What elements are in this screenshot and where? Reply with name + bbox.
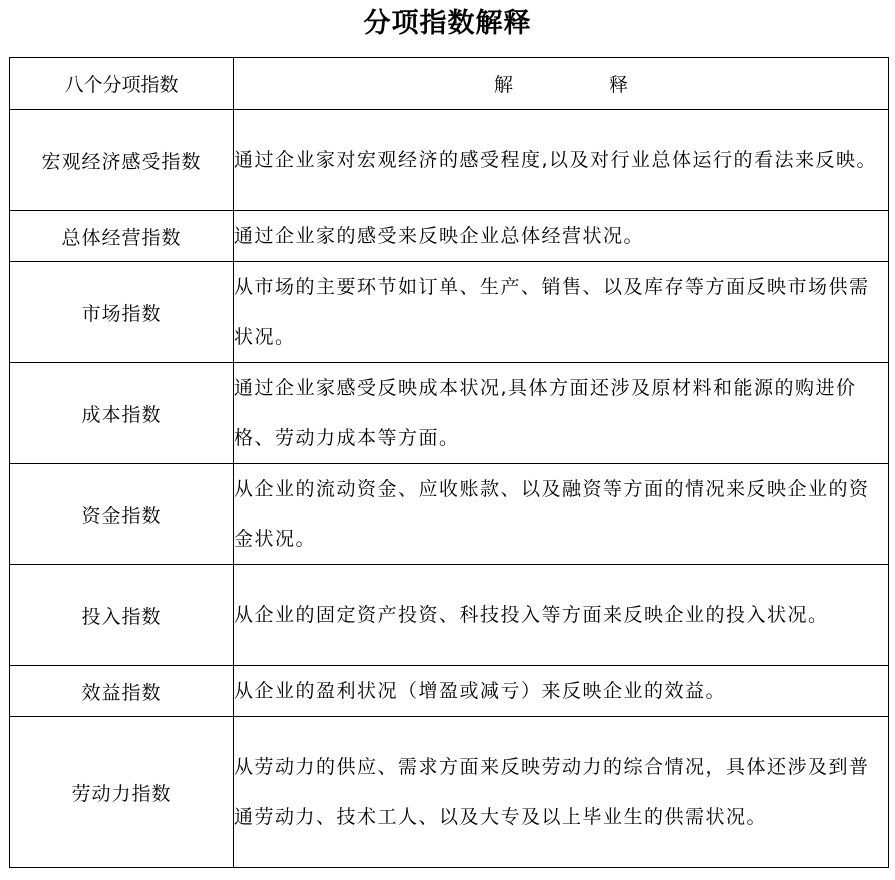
table-row bbox=[10, 717, 889, 868]
table-row bbox=[10, 363, 889, 464]
index-explanation: 从企业的流动资金、应收账款、以及融资等方面的情况来反映企业的资金状况。 bbox=[234, 464, 889, 565]
table-header-row bbox=[10, 58, 889, 110]
index-name: 宏观经济感受指数 bbox=[10, 110, 234, 211]
header-explanation bbox=[234, 58, 889, 110]
index-name: 效益指数 bbox=[10, 666, 234, 717]
index-explanation: 从市场的主要环节如订单、生产、销售、以及库存等方面反映市场供需状况。 bbox=[234, 262, 889, 363]
index-name: 市场指数 bbox=[10, 262, 234, 363]
table-row bbox=[10, 565, 889, 666]
index-explanation: 从企业的固定资产投资、科技投入等方面来反映企业的投入状况。 bbox=[234, 565, 889, 666]
index-name: 投入指数 bbox=[10, 565, 234, 666]
table-row bbox=[10, 211, 889, 262]
table-row bbox=[10, 110, 889, 211]
header-explanation-left: 解 bbox=[493, 74, 513, 96]
index-name: 劳动力指数 bbox=[10, 717, 234, 868]
index-explanation: 通过企业家的感受来反映企业总体经营状况。 bbox=[234, 211, 889, 262]
index-explanation: 通过企业家感受反映成本状况,具体方面还涉及原材料和能源的购进价格、劳动力成本等方面。 bbox=[234, 363, 889, 464]
index-explanation: 通过企业家对宏观经济的感受程度,以及对行业总体运行的看法来反映。 bbox=[234, 110, 889, 211]
page-title: 分项指数解释 bbox=[363, 8, 532, 39]
index-name: 成本指数 bbox=[10, 363, 234, 464]
header-explanation-right: 释 bbox=[609, 74, 629, 96]
table-row bbox=[10, 666, 889, 717]
header-index-name: 八个分项指数 bbox=[10, 58, 234, 110]
index-name: 总体经营指数 bbox=[10, 211, 234, 262]
table-row bbox=[10, 464, 889, 565]
sub-index-table bbox=[9, 57, 889, 868]
index-name: 资金指数 bbox=[10, 464, 234, 565]
index-explanation: 从劳动力的供应、需求方面来反映劳动力的综合情况，具体还涉及到普通劳动力、技术工人、以及大专及以上毕业生的供需状况。 bbox=[234, 717, 889, 868]
index-explanation: 从企业的盈利状况（增盈或减亏）来反映企业的效益。 bbox=[234, 666, 889, 717]
table-row bbox=[10, 262, 889, 363]
